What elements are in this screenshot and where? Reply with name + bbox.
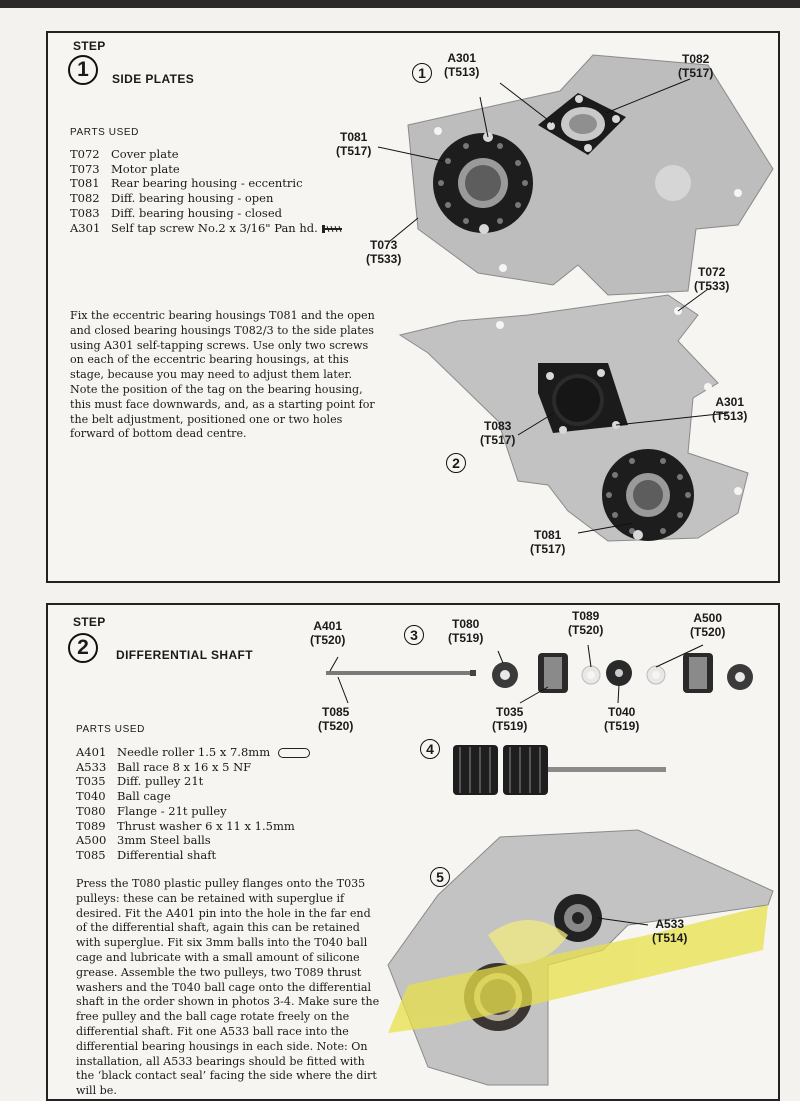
callout-a401: A401 (T520) <box>310 619 346 647</box>
parts-list-item: T082 Diff. bearing housing - open <box>70 191 274 206</box>
step-1-parts-list <box>70 147 344 235</box>
needle-roller-icon <box>278 748 310 758</box>
parts-list-item: T080 Flange - 21t pulley <box>76 803 227 818</box>
step-1-instructions: Fix the eccentric bearing housings T081 and the open and closed bearing housings T082/3 to the side plates using A301 self-tapping screws. Use only two screws on each of the eccentric bearing housings, at this stage, because you may need to adjust them later. Note the position of the tag on the bearing housing, this must face downwards, and, as a starting point for the belt adjustment, positioned one or two holes forward of bottom dead centre. <box>70 309 375 441</box>
step-1-number: 1 <box>68 55 98 85</box>
step-2-parts-heading: PARTS USED <box>76 724 145 735</box>
parts-list-item: T072 Cover plate <box>70 147 179 161</box>
step-1-title: SIDE PLATES <box>112 72 195 86</box>
photo-number-2: 2 <box>446 453 466 473</box>
photo-number-4: 4 <box>420 739 440 759</box>
callout-t083: T083 (T517) <box>480 419 516 447</box>
callout-t080: T080 (T519) <box>448 617 484 645</box>
photo-number-3: 3 <box>404 625 424 645</box>
step-1-panel <box>46 31 780 583</box>
callout-t072: T072 (T533) <box>694 265 730 293</box>
step-2-panel <box>46 603 780 1101</box>
step-1-parts-heading: PARTS USED <box>70 127 139 138</box>
step-2-parts-list <box>76 745 310 863</box>
exploded-parts-photo <box>326 653 753 693</box>
callout-t081-cover: T081 (T517) <box>530 528 566 556</box>
step-1-photos <box>48 33 778 581</box>
callout-t089: T089 (T520) <box>568 609 604 637</box>
callout-t035: T035 (T519) <box>492 705 528 733</box>
callout-t085: T085 (T520) <box>318 705 354 733</box>
parts-list-item: T081 Rear bearing housing - eccentric <box>70 176 303 191</box>
parts-list-item: A301 Self tap screw No.2 x 3/16" Pan hd. <box>70 221 344 236</box>
parts-list-item: T085 Differential shaft <box>76 847 217 862</box>
callout-t073: T073 (T533) <box>366 238 402 266</box>
callout-a500: A500 (T520) <box>690 611 726 639</box>
parts-list-item: T089 Thrust washer 6 x 11 x 1.5mm <box>76 818 295 833</box>
motor-plate-photo <box>408 55 773 295</box>
callout-t040: T040 (T519) <box>604 705 640 733</box>
parts-list-item: A533 Ball race 8 x 16 x 5 NF <box>76 759 252 774</box>
parts-list-item: T040 Ball cage <box>76 789 171 804</box>
screw-icon <box>322 224 344 234</box>
parts-list-item: A500 3mm Steel balls <box>76 833 211 848</box>
parts-list-item: T073 Motor plate <box>70 161 180 176</box>
photo-number-5: 5 <box>430 867 450 887</box>
callout-a301: A301 (T513) <box>444 51 480 79</box>
step-2-label: STEP <box>73 615 106 629</box>
photo-number-1: 1 <box>412 63 432 83</box>
parts-list-item: T035 Diff. pulley 21t <box>76 774 204 789</box>
callout-t081: T081 (T517) <box>336 130 372 158</box>
assembled-diff-photo <box>453 745 666 795</box>
cover-plate-photo <box>400 295 748 541</box>
parts-list-item: T083 Diff. bearing housing - closed <box>70 205 282 220</box>
step-2-number: 2 <box>68 633 98 663</box>
step-2-title: DIFFERENTIAL SHAFT <box>116 648 253 662</box>
callout-a301-cover: A301 (T513) <box>712 395 748 423</box>
step-1-label: STEP <box>73 39 106 53</box>
callout-t082: T082 (T517) <box>678 52 714 80</box>
step-2-instructions: Press the T080 plastic pulley flanges onto the T035 pulleys: these can be retained with superglue if desired. Fit the A401 pin into the hole in the far end of the differential shaft, again this can be retained with superglue. Fit six 3mm balls into the T040 ball cage and lubricate with a small amount of silicone grease. Assemble the two pulleys, two T089 thrust washers and the T040 ball cage onto the differential shaft in the order shown in photos 3-4. Make sure the free pulley and the ball cage rotate freely on the differential shaft. Fit one A533 ball race into the differential bearing housings in each side. Note: On installation, all A533 bearings should be fitted with the ‘black contact seal’ facing the side where the dirt will be. <box>76 877 380 1098</box>
page-top-edge <box>0 0 800 8</box>
parts-list-item: A401 Needle roller 1.5 x 7.8mm <box>76 745 310 760</box>
callout-a533: A533 (T514) <box>652 917 688 945</box>
